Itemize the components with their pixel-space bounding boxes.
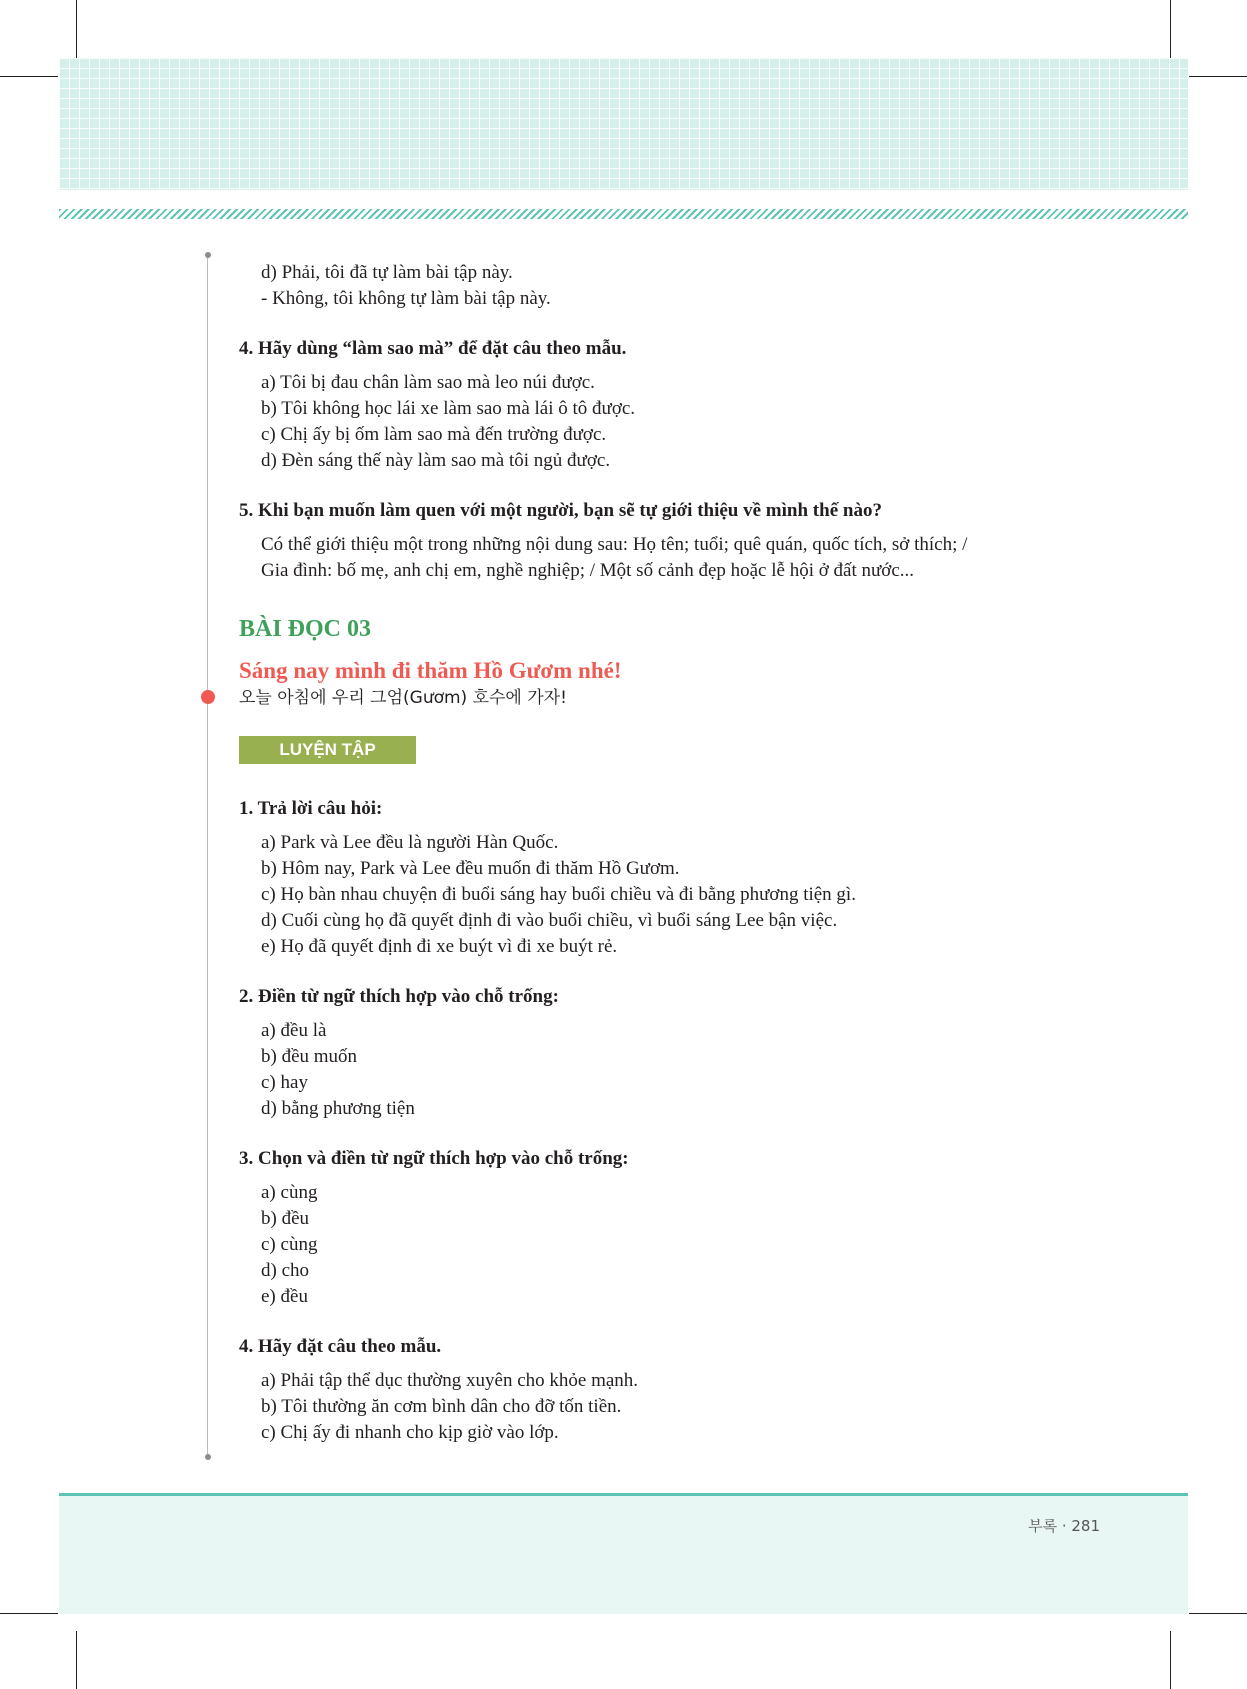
answer-line: d) Cuối cùng họ đã quyết định đi vào buổi chiều, vì buổi sáng Lee bận việc. xyxy=(261,910,838,931)
answer-line: b) Tôi thường ăn cơm bình dân cho đỡ tốn tiền. xyxy=(261,1396,622,1417)
crop-mark xyxy=(1189,76,1247,77)
answer-line: a) cùng xyxy=(261,1182,318,1203)
answer-line: c) hay xyxy=(261,1072,308,1093)
answer-line: b) đều muốn xyxy=(261,1046,358,1067)
header-grid-band xyxy=(59,58,1188,190)
answer-line: - Không, tôi không tự làm bài tập này. xyxy=(261,288,551,309)
page-content xyxy=(239,260,1139,1446)
margin-dot-top xyxy=(205,252,211,258)
practice-badge: LUYỆN TẬP xyxy=(239,736,416,764)
crop-mark xyxy=(0,1613,58,1614)
page-number: 부록 · 281 xyxy=(1028,1517,1100,1535)
crop-mark xyxy=(76,1631,77,1689)
reading-subtitle-korean: 오늘 아침에 우리 그엄(Gươm) 호수에 가자! xyxy=(239,688,567,708)
answer-line: b) Tôi không học lái xe làm sao mà lái ô tô được. xyxy=(261,398,636,419)
answer-line: d) bằng phương tiện xyxy=(261,1098,415,1119)
crop-mark xyxy=(1170,1631,1171,1689)
question-title: 4. Hãy dùng “làm sao mà” để đặt câu theo mẫu. xyxy=(239,338,627,359)
margin-rule xyxy=(207,255,208,1457)
answer-line: e) Họ đã quyết định đi xe buýt vì đi xe buýt rẻ. xyxy=(261,936,618,957)
answer-line: c) Chị ấy đi nhanh cho kịp giờ vào lớp. xyxy=(261,1422,559,1443)
answer-block-prev xyxy=(261,260,1139,312)
answer-line: a) đều là xyxy=(261,1020,327,1041)
answer-line: c) Họ bàn nhau chuyện đi buổi sáng hay buổi chiều và đi bằng phương tiện gì. xyxy=(261,884,856,905)
header-hatch-stripe xyxy=(59,209,1188,219)
crop-mark xyxy=(1170,0,1171,58)
section-marker-dot xyxy=(201,690,215,704)
reading-subtitle: Sáng nay mình đi thăm Hồ Gươm nhé! xyxy=(239,658,622,683)
question-title: 2. Điền từ ngữ thích hợp vào chỗ trống: xyxy=(239,986,559,1007)
answer-line: d) Đèn sáng thế này làm sao mà tôi ngủ được. xyxy=(261,450,611,471)
question-title: 3. Chọn và điền từ ngữ thích hợp vào chỗ trống: xyxy=(239,1148,629,1169)
answer-line: a) Phải tập thể dục thường xuyên cho khỏe mạnh. xyxy=(261,1370,639,1391)
question-title: 4. Hãy đặt câu theo mẫu. xyxy=(239,1336,442,1357)
section-title: BÀI ĐỌC 03 xyxy=(239,616,372,642)
answer-line: c) Chị ấy bị ốm làm sao mà đến trường được. xyxy=(261,424,607,445)
answer-line: c) cùng xyxy=(261,1234,318,1255)
answer-line: b) Hôm nay, Park và Lee đều muốn đi thăm Hồ Gươm. xyxy=(261,858,680,879)
footer-band xyxy=(59,1496,1188,1614)
answer-line: Gia đình: bố mẹ, anh chị em, nghề nghiệp; / Một số cảnh đẹp hoặc lễ hội ở đất nước... xyxy=(261,560,915,581)
answer-line: Có thể giới thiệu một trong những nội dung sau: Họ tên; tuổi; quê quán, quốc tích, sở thích; / xyxy=(261,534,968,555)
answer-line: d) cho xyxy=(261,1260,310,1281)
crop-mark xyxy=(1189,1613,1247,1614)
question-title: 1. Trả lời câu hỏi: xyxy=(239,798,383,819)
answer-line: a) Tôi bị đau chân làm sao mà leo núi được. xyxy=(261,372,595,393)
practice-badge-row xyxy=(239,736,1139,764)
margin-dot-bottom xyxy=(205,1454,211,1460)
answer-line: b) đều xyxy=(261,1208,310,1229)
answer-line: a) Park và Lee đều là người Hàn Quốc. xyxy=(261,832,559,853)
crop-mark xyxy=(0,76,58,77)
answer-line: d) Phải, tôi đã tự làm bài tập này. xyxy=(261,262,513,283)
answer-line: e) đều xyxy=(261,1286,308,1307)
question-title: 5. Khi bạn muốn làm quen với một người, bạn sẽ tự giới thiệu về mình thế nào? xyxy=(239,500,882,521)
crop-mark xyxy=(76,0,77,58)
